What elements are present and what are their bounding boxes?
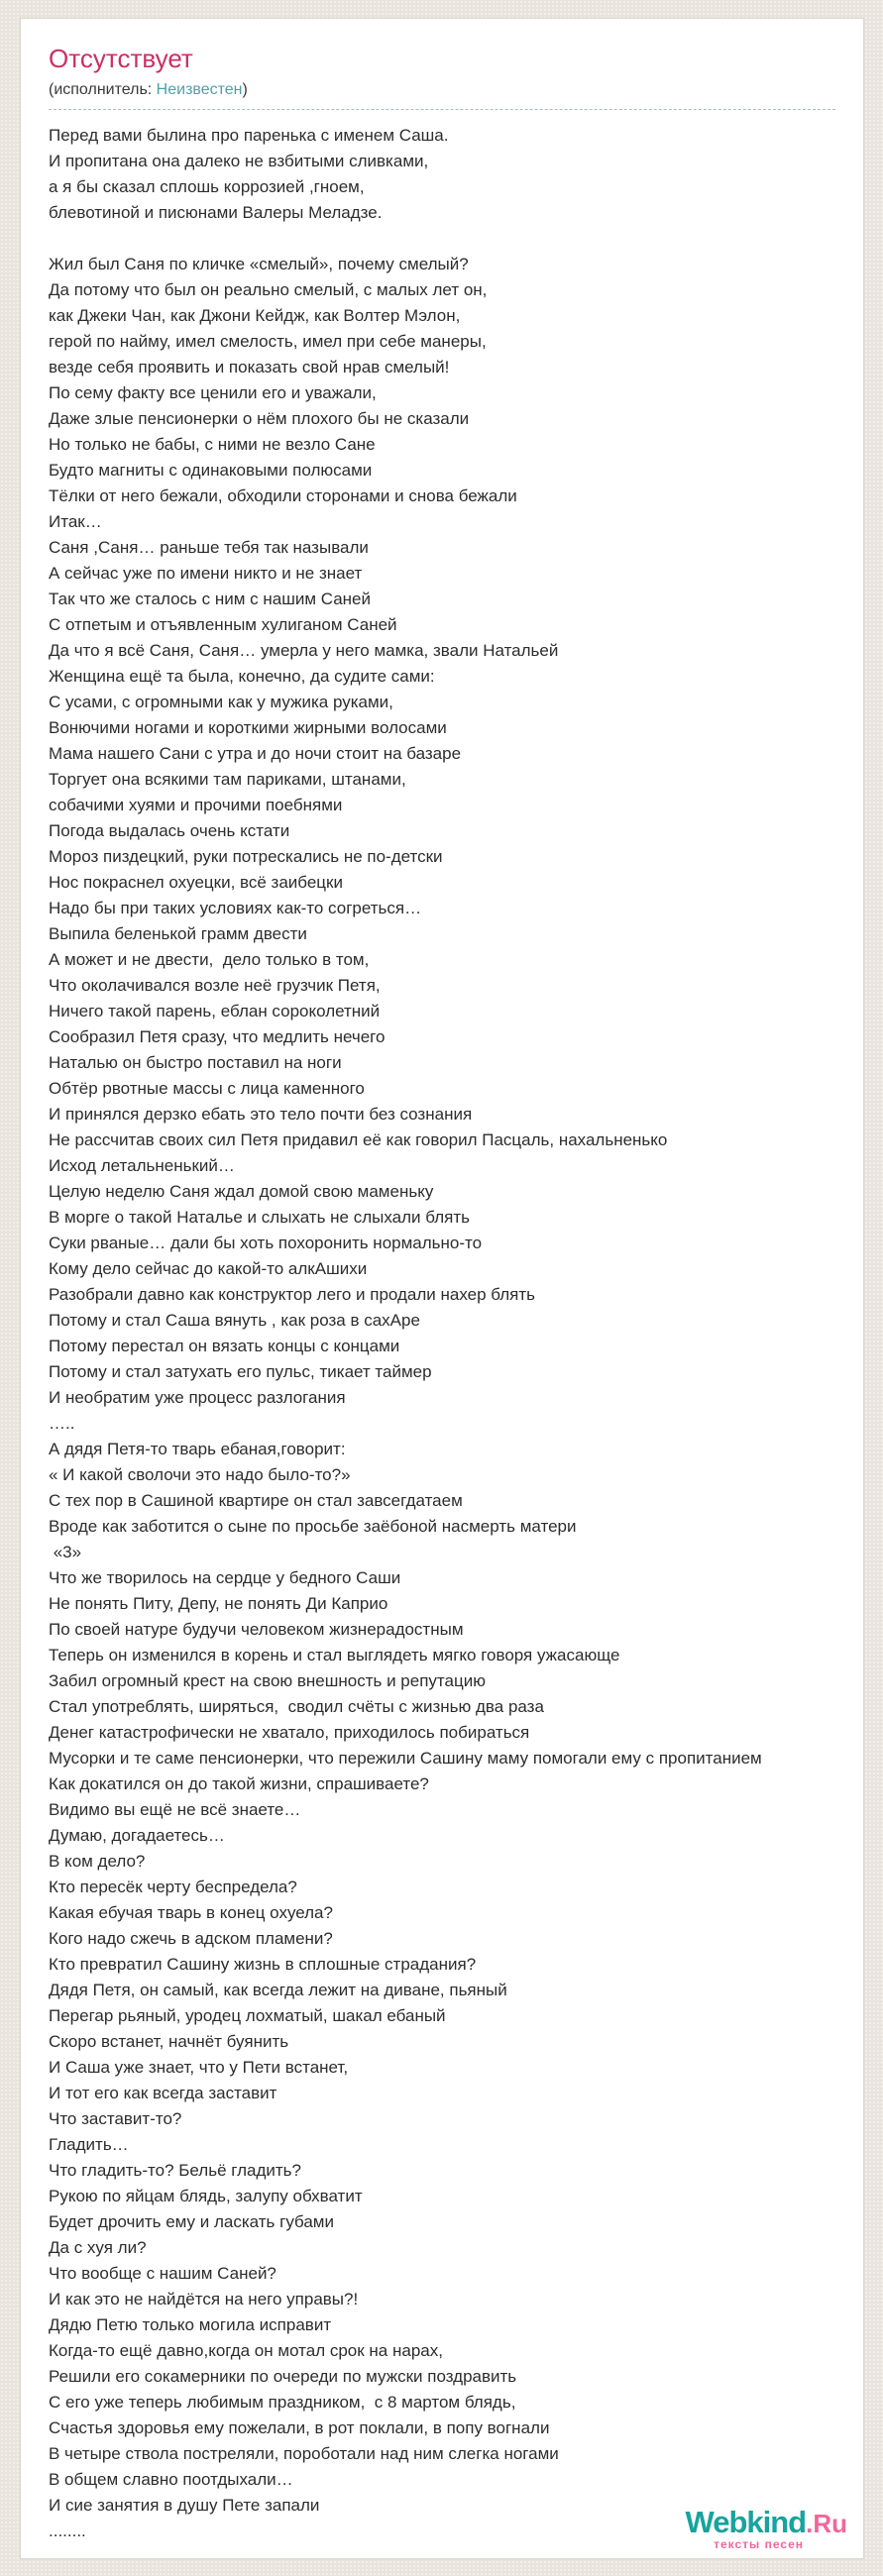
lyric-line: Мусорки и те саме пенсионерки, что пережили Сашину маму помогали ему с пропитанием <box>49 1749 762 1768</box>
lyric-line: Думаю, догадаетесь… <box>49 1826 225 1845</box>
lyric-line: Выпила беленькой грамм двести <box>49 924 307 943</box>
lyric-line: А дядя Петя-то тварь ебаная,говорит: <box>49 1440 346 1458</box>
lyric-line: Погода выдалась очень кстати <box>49 821 290 840</box>
lyric-line: Да с хуя ли? <box>49 2238 147 2257</box>
lyric-line: В морге о такой Наталье и слыхать не слыхали блять <box>49 1208 471 1227</box>
lyric-line: Теперь он изменился в корень и стал выглядеть мягко говоря ужасающе <box>49 1646 620 1664</box>
lyric-line: Рукою по яйцам блядь, залупу обхватит <box>49 2187 363 2205</box>
lyric-line: Исход летальненький… <box>49 1156 235 1175</box>
lyric-line: По своей натуре будучи человеком жизнерадостным <box>49 1620 464 1639</box>
lyric-line: По сему факту все ценили его и уважали, <box>49 383 377 402</box>
lyric-line: Видимо вы ещё не всё знаете… <box>49 1800 301 1819</box>
lyric-line: а я бы сказал сплошь коррозией ,гноем, <box>49 177 365 196</box>
lyric-line: Вонючими ногами и короткими жирными волосами <box>49 718 447 737</box>
lyric-line: И Саша уже знает, что у Пети встанет, <box>49 2058 349 2077</box>
lyric-line: Да что я всё Саня, Саня… умерла у него мамка, звали Натальей <box>49 641 559 660</box>
artist-link[interactable]: Неизвестен <box>156 81 243 98</box>
lyric-line: « И какой сволочи это надо было-то?» <box>49 1465 351 1484</box>
lyric-line: Разобрали давно как конструктор лего и продали нахер блять <box>49 1285 536 1304</box>
lyric-line: Скоро встанет, начнёт буянить <box>49 2032 289 2051</box>
lyric-line: Нос покраснел охуецки, всё заибецки <box>49 873 343 892</box>
lyric-line: Перед вами былина про паренька с именем Саша. <box>49 126 449 145</box>
lyric-line: ….. <box>49 1414 75 1433</box>
lyric-line: Дядя Петя, он самый, как всегда лежит на диване, пьяный <box>49 1981 507 1999</box>
lyric-line: Перегар рьяный, уродец лохматый, шакал ебаный <box>49 2006 446 2025</box>
lyric-line: Счастья здоровья ему пожелали, в рот поклали, в попу вогнали <box>49 2418 550 2437</box>
lyric-line: И пропитана она далеко не взбитыми сливками, <box>49 152 429 170</box>
lyric-line: Денег катастрофически не хватало, приходилось побираться <box>49 1723 530 1742</box>
lyric-line: Женщина ещё та была, конечно, да судите сами: <box>49 667 435 686</box>
lyric-line: И сие занятия в душу Пете запали <box>49 2496 320 2515</box>
lyric-line: Когда-то ещё давно,когда он мотал срок на нарах, <box>49 2341 443 2360</box>
page-title: Отсутствует <box>49 44 193 73</box>
lyric-line: Какая ебучая тварь в конец охуела? <box>49 1903 333 1922</box>
lyric-line: С отпетым и отъявленным хулиганом Саней <box>49 615 397 634</box>
lyric-line: Надо бы при таких условиях как-то согреться… <box>49 899 422 917</box>
lyric-line: Жил был Саня по кличке «смелый», почему смелый? <box>49 255 469 273</box>
lyric-line: Так что же сталось с ним с нашим Саней <box>49 590 372 608</box>
lyric-line: В ком дело? <box>49 1852 146 1871</box>
lyric-line: С усами, с огромными как у мужика руками, <box>49 693 393 711</box>
lyric-line: Итак… <box>49 512 102 531</box>
logo-text <box>686 2507 848 2537</box>
lyric-line: Мама нашего Сани с утра и до ночи стоит на базаре <box>49 744 462 763</box>
lyric-line: Стал употреблять, ширяться, сводил счёты с жизнью два раза <box>49 1697 544 1716</box>
lyric-line: везде себя проявить и показать свой нрав смелый! <box>49 358 450 376</box>
lyric-line: И принялся дерзко ебать это тело почти без сознания <box>49 1105 473 1124</box>
logo-ru-text: .Ru <box>806 2509 847 2538</box>
lyric-line: Кому дело сейчас до какой-то алкАшихи <box>49 1259 368 1278</box>
lyric-line: Вроде как заботится о сыне по просьбе заёбоной насмерть матери <box>49 1517 577 1536</box>
lyric-line: герой по найму, имел смелость, имел при себе манеры, <box>49 332 487 351</box>
lyric-line: Кто пересёк черту беспредела? <box>49 1878 297 1896</box>
lyric-line: Обтёр рвотные массы с лица каменного <box>49 1079 365 1098</box>
lyric-line: И как это не найдётся на него управы?! <box>49 2290 359 2308</box>
lyric-line: А сейчас уже по имени никто и не знает <box>49 564 363 583</box>
lyric-line <box>49 226 835 252</box>
lyric-line: как Джеки Чан, как Джони Кейдж, как Волтер Мэлон, <box>49 306 461 325</box>
lyric-line: Ничего такой парень, еблан сороколетний <box>49 1002 381 1020</box>
lyric-line: Решили его сокамерники по очереди по мужски поздравить <box>49 2367 517 2386</box>
artist-label-close: ) <box>242 81 248 98</box>
lyric-line: Кто превратил Сашину жизнь в сплошные страдания? <box>49 1955 477 1974</box>
lyric-line: Даже злые пенсионерки о нём плохого бы не сказали <box>49 409 470 428</box>
logo-tagline: тексты песен <box>714 2537 804 2551</box>
lyric-line: Кого надо сжечь в адском пламени? <box>49 1929 333 1948</box>
lyric-line: Будет дрочить ему и ласкать губами <box>49 2212 334 2231</box>
lyric-line: Что околачивался возле неё грузчик Петя, <box>49 976 381 995</box>
lyric-line: Гладить… <box>49 2135 129 2154</box>
lyric-line: Как докатился он до такой жизни, спрашиваете? <box>49 1774 429 1793</box>
lyric-line: С тех пор в Сашиной квартире он стал завсегдатаем <box>49 1491 463 1510</box>
lyric-line: собачими хуями и прочими поебнями <box>49 796 343 814</box>
lyric-line: Наталью он быстро поставил на ноги <box>49 1053 342 1072</box>
lyrics-text <box>49 123 835 2544</box>
artist-line <box>49 79 835 110</box>
lyric-line: Что заставит-то? <box>49 2109 182 2128</box>
lyric-line: Тёлки от него бежали, обходили сторонами и снова бежали <box>49 486 517 505</box>
lyric-line: Не понять Питу, Депу, не понять Ди Каприо <box>49 1594 388 1613</box>
lyric-line: Забил огромный крест на свою внешность и репутацию <box>49 1671 486 1690</box>
lyric-line: Потому перестал он вязать концы с концами <box>49 1337 400 1355</box>
lyric-line: В общем славно поотдыхали… <box>49 2470 293 2489</box>
lyric-line: Да потому что был он реально смелый, с малых лет он, <box>49 280 488 299</box>
lyric-line: Что вообще с нашим Саней? <box>49 2264 276 2283</box>
lyric-line: Но только не бабы, с ними не везло Сане <box>49 435 376 454</box>
lyric-line: Потому и стал затухать его пульс, тикает таймер <box>49 1362 432 1381</box>
lyric-line: Что же творилось на сердце у бедного Саши <box>49 1568 401 1587</box>
lyric-line: А может и не двести, дело только в том, <box>49 950 370 969</box>
lyric-line: И необратим уже процесс разлогания <box>49 1388 346 1407</box>
lyric-line: Саня ,Саня… раньше тебя так называли <box>49 538 369 557</box>
content-card <box>20 18 864 2559</box>
artist-label: (исполнитель: <box>49 81 153 98</box>
lyric-line: Сообразил Петя сразу, что медлить нечего <box>49 1027 386 1046</box>
lyric-line: ........ <box>49 2522 86 2540</box>
lyric-line: Не рассчитав своих сил Петя придавил её как говорил Пасцаль, нахальненько <box>49 1130 668 1149</box>
lyric-line: Суки рваные… дали бы хоть похоронить нормально-то <box>49 1234 483 1252</box>
lyric-line: Будто магниты с одинаковыми полюсами <box>49 461 373 480</box>
lyric-line: С его уже теперь любимым праздником, с 8 мартом блядь, <box>49 2393 516 2412</box>
lyric-line: Дядю Петю только могила исправит <box>49 2315 332 2334</box>
lyric-line: Торгует она всякими там париками, штанами, <box>49 770 406 789</box>
lyric-line: И тот его как всегда заставит <box>49 2084 277 2102</box>
lyric-line: Мороз пиздецкий, руки потрескались не по-детски <box>49 847 443 866</box>
lyric-line: блевотиной и писюнами Валеры Меладзе. <box>49 203 383 222</box>
logo-webkind-text: Webkind <box>685 2505 807 2539</box>
lyric-line: Целую неделю Саня ждал домой свою маменьку <box>49 1182 434 1201</box>
lyric-line: Что гладить-то? Бельё гладить? <box>49 2161 301 2180</box>
webkind-logo[interactable] <box>686 2507 848 2550</box>
lyric-line: В четыре ствола постреляли, пороботали над ним слегка ногами <box>49 2444 559 2463</box>
lyric-line: «3» <box>49 1543 82 1561</box>
lyric-line: Потому и стал Саша вянуть , как роза в сахАре <box>49 1311 420 1330</box>
